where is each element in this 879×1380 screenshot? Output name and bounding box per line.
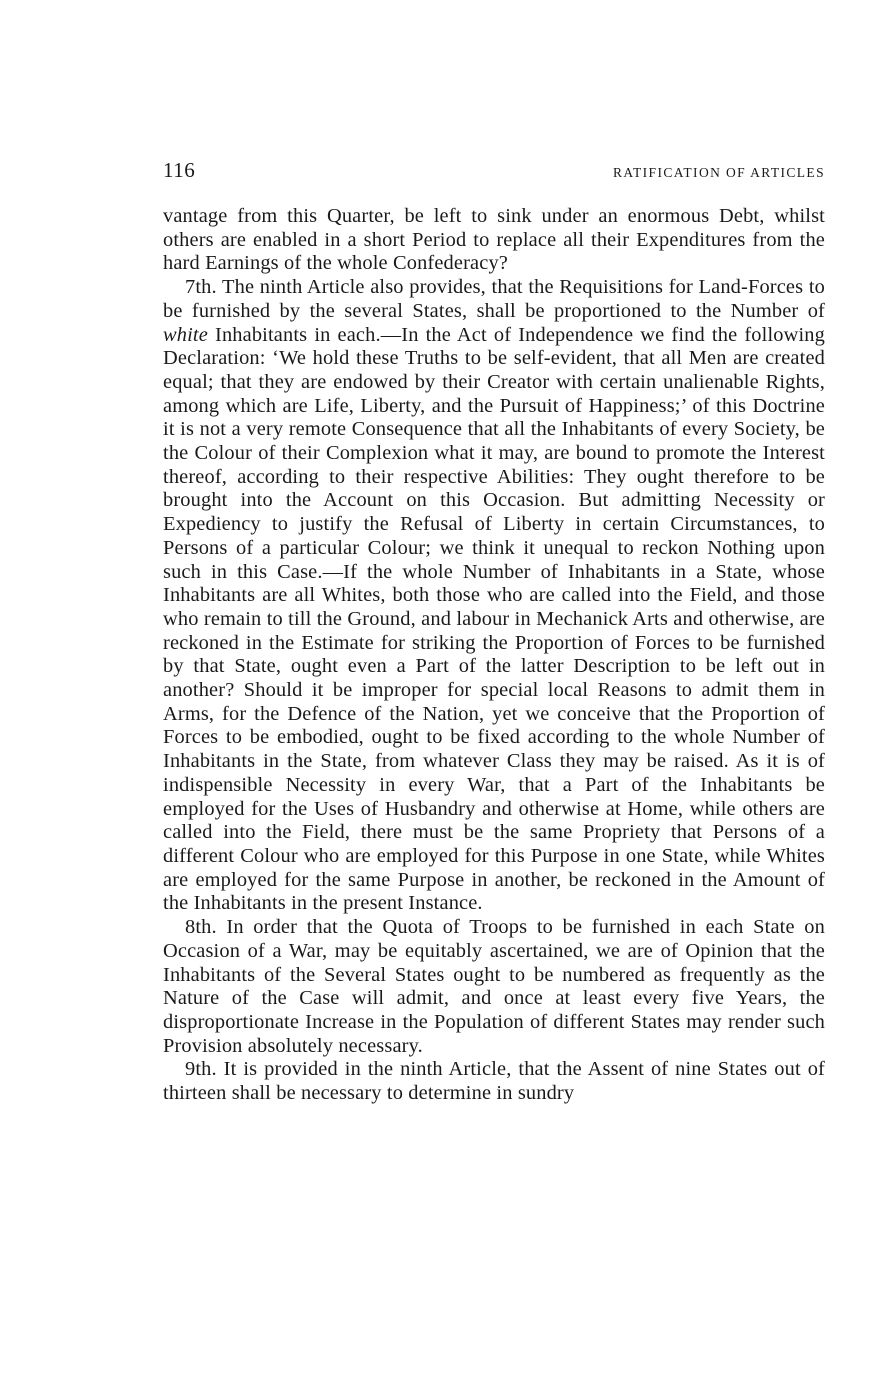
paragraph-9th: 9th. It is provided in the ninth Article, that the Assent of nine States out of thirteen shall be necessary to determine in sundry [163, 1058, 825, 1105]
paragraph-7th-part-1: 7th. The ninth Article also provides, that the Requisitions for Land-Forces to be furnished by the several States, shall be proportioned to the Number of [163, 276, 825, 322]
page-header [163, 158, 825, 188]
running-head: RATIFICATION OF ARTICLES [612, 165, 825, 180]
paragraph-7th [163, 276, 825, 916]
page-number: 116 [163, 158, 196, 182]
italic-word-white: white [163, 323, 208, 346]
body-text [163, 205, 825, 1106]
paragraph-7th-part-2: Inhabitants in each.—In the Act of Independence we find the following Declaration: ‘We hold these Truths to be self-evident, that all Men are created equal; that they are endowed by their Creator with certain unalienable Rights, among which are Life, Liberty, and the Pursuit of Happiness;’ of this Doctrine it is not a very remote Consequence that all the Inhabitants of every Society, be the Colour of their Complexion what it may, are bound to promote the Interest thereof, according to their respective Abilities: They ought therefore to be brought into the Account on this Occasion. But admitting Necessity or Expediency to justify the Refusal of Liberty in certain Circumstances, to Persons of a particular Colour; we think it unequal to reckon Nothing upon such in this Case.—If the whole Number of Inhabitants in a State, whose Inhabitants are all Whites, both those who are called into the Field, and those who remain to till the Ground, and labour in Mechanick Arts and otherwise, are reckoned in the Estimate for striking the Proportion of Forces to be furnished by that State, ought even a Part of the latter Description to be left out in another? Should it be improper for special local Reasons to admit them in Arms, for the Defence of the Nation, yet we conceive that the Proportion of Forces to be embodied, ought to be fixed according to the whole Number of Inhabitants in the State, from whatever Class they may be raised. As it is of indispensible Necessity in every War, that a Part of the Inhabitants be employed for the Uses of Husbandry and otherwise at Home, while others are called into the Field, there must be the same Propriety that Persons of a different Colour who are employed for this Purpose in one State, while Whites are employed for the same Purpose in another, be reckoned in the Amount of the Inhabitants in the present Instance. [163, 323, 825, 915]
paragraph-8th: 8th. In order that the Quota of Troops to be furnished in each State on Occasion of a War, may be equitably ascertained, we are of Opinion that the Inhabitants of the Several States ought to be numbered as frequently as the Nature of the Case will admit, and once at least every five Years, the disproportionate Increase in the Population of different States may render such Provision absolutely necessary. [163, 916, 825, 1057]
paragraph-continuation: vantage from this Quarter, be left to sink under an enormous Debt, whilst others are enabled in a short Period to replace all their Expenditures from the hard Earnings of the whole Confederacy? [163, 205, 825, 275]
